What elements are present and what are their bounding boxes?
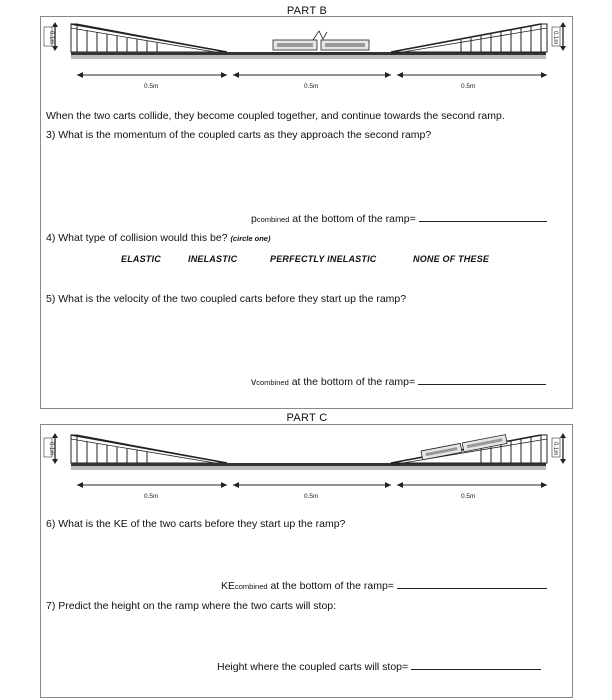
q5-answer-line xyxy=(251,375,546,388)
segment-label-c1: 0.5m xyxy=(144,493,159,500)
part-b-intro: When the two carts collide, they become coupled together, and continue towards the second ramp. xyxy=(46,110,505,122)
segment-label-3: 0.5m xyxy=(461,83,476,89)
segment-dimension-c3 xyxy=(397,482,547,488)
colliding-carts xyxy=(273,31,369,50)
q6-tail: at the bottom of the ramp= xyxy=(267,580,394,592)
question-5: 5) What is the velocity of the two coupled carts before they start up the ramp? xyxy=(46,293,407,305)
q7-answer-blank[interactable] xyxy=(411,660,541,670)
q4-text: 4) What type of collision would this be? xyxy=(46,232,228,244)
segment-dimension-2 xyxy=(233,72,391,78)
segment-label-c2: 0.5m xyxy=(304,493,319,500)
left-ramp xyxy=(71,24,227,54)
segment-label-1: 0.5m xyxy=(144,83,159,89)
q3-tail: at the bottom of the ramp= xyxy=(289,213,416,225)
q3-subscript: combined xyxy=(256,215,290,224)
q7-label: Height where the coupled carts will stop= xyxy=(217,661,409,673)
choice-none-of-these[interactable]: NONE OF THESE xyxy=(413,254,490,264)
question-4 xyxy=(46,231,270,246)
segment-dimension-1 xyxy=(77,72,227,78)
segment-dimension-c1 xyxy=(77,482,227,488)
part-c-title: PART C xyxy=(286,412,328,424)
question-3: 3) What is the momentum of the coupled carts as they approach the second ramp? xyxy=(46,129,432,141)
q5-tail: at the bottom of the ramp= xyxy=(288,376,416,388)
part-c-section xyxy=(40,412,573,698)
segment-dimension-c2 xyxy=(233,482,391,488)
right-height-label-c: 0.1m xyxy=(552,442,558,456)
q3-answer-line xyxy=(251,212,547,225)
segment-label-2: 0.5m xyxy=(304,83,319,89)
question-6: 6) What is the KE of the two carts before they start up the ramp? xyxy=(46,518,346,530)
q6-symbol: KE xyxy=(221,580,236,592)
part-b-section xyxy=(40,5,573,409)
segment-label-c3: 0.5m xyxy=(461,493,476,500)
q5-answer-blank[interactable] xyxy=(418,375,546,385)
choice-inelastic[interactable]: INELASTIC xyxy=(188,254,238,264)
right-height-label: 0.1m xyxy=(552,31,558,45)
q6-answer-blank[interactable] xyxy=(397,579,547,589)
left-height-label: 0.1m xyxy=(48,31,54,45)
part-b-title: PART B xyxy=(286,5,328,17)
segment-dimension-3 xyxy=(397,72,547,78)
q5-symbol: v xyxy=(251,376,257,388)
left-ramp-c xyxy=(71,435,227,465)
q7-answer-line xyxy=(217,660,541,673)
q3-answer-blank[interactable] xyxy=(419,212,547,222)
q6-answer-line xyxy=(221,579,547,592)
choice-perfectly-inelastic[interactable]: PERFECTLY INELASTIC xyxy=(270,254,377,264)
question-7: 7) Predict the height on the ramp where the two carts will stop: xyxy=(46,600,337,612)
choice-elastic[interactable]: ELASTIC xyxy=(121,254,161,264)
q5-subscript: combined xyxy=(256,378,289,387)
left-height-label-c: 0.1m xyxy=(48,442,54,456)
part-b-track-diagram xyxy=(41,19,572,89)
q3-symbol: p xyxy=(251,213,257,225)
q6-subscript: combined xyxy=(235,582,268,591)
q4-note: (circle one) xyxy=(230,234,271,243)
part-c-track-diagram xyxy=(41,427,572,503)
right-ramp xyxy=(391,24,547,54)
